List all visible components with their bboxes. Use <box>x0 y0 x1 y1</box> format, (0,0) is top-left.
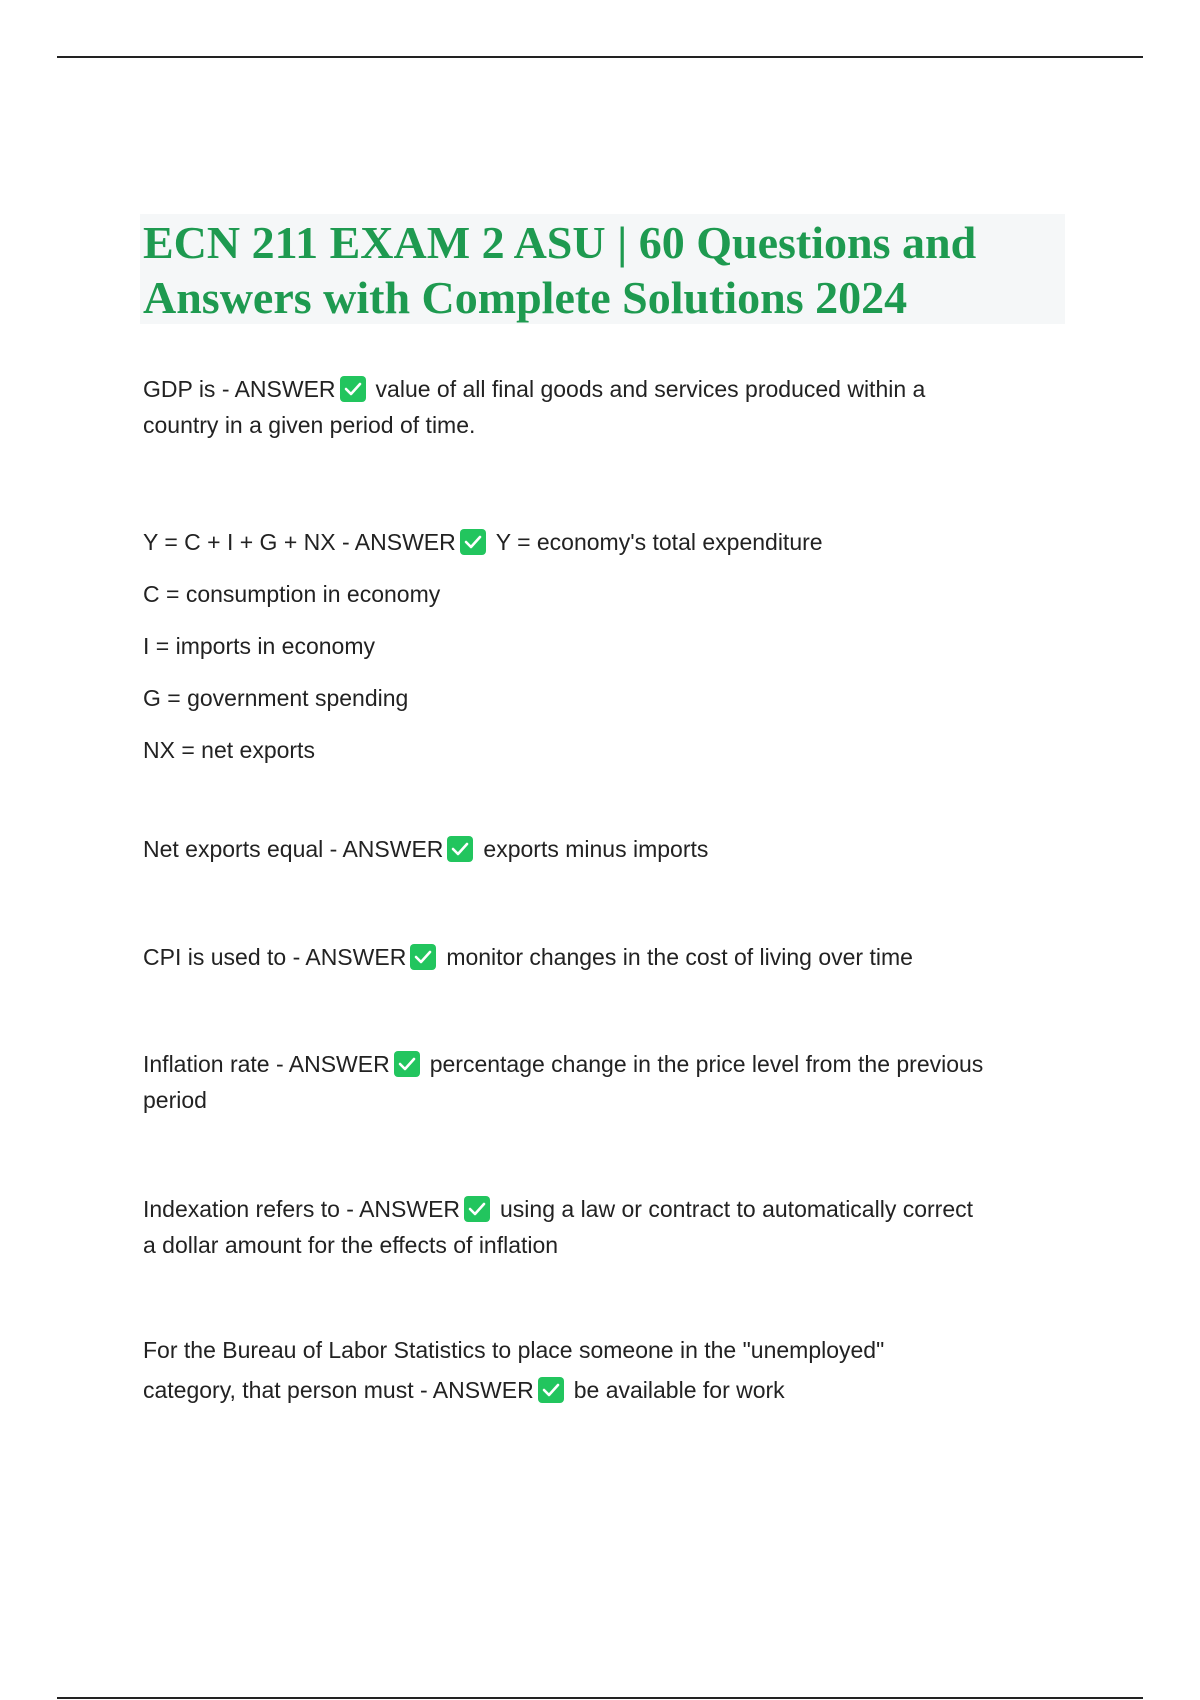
check-box-icon <box>538 1377 564 1403</box>
check-box-icon <box>447 836 473 862</box>
question-text: Net exports equal - ANSWER <box>143 836 444 862</box>
answer-continuation: NX = net exports <box>143 737 315 763</box>
question-text: GDP is - ANSWER <box>143 376 336 402</box>
bottom-rule <box>57 1697 1143 1699</box>
qa-item-net-exports <box>143 831 1073 867</box>
check-box-icon <box>410 944 436 970</box>
question-text: Y = C + I + G + NX - ANSWER <box>143 529 456 555</box>
qa-item-indexation <box>143 1191 1073 1263</box>
answer-continuation: a dollar amount for the effects of inflation <box>143 1232 559 1258</box>
check-box-icon <box>464 1196 490 1222</box>
question-text: Indexation refers to - ANSWER <box>143 1196 461 1222</box>
check-box-icon <box>460 529 486 555</box>
question-text: CPI is used to - ANSWER <box>143 944 407 970</box>
answer-continuation: country in a given period of time. <box>143 412 476 438</box>
qa-item-gdp <box>143 371 1073 443</box>
check-box-icon <box>394 1051 420 1077</box>
answer-text: be available for work <box>573 1377 785 1403</box>
question-text: For the Bureau of Labor Statistics to place someone in the "unemployed" <box>143 1337 885 1363</box>
title-line-1: ECN 211 EXAM 2 ASU | 60 Questions and <box>143 217 977 268</box>
answer-text: exports minus imports <box>483 836 709 862</box>
qa-item-expenditure <box>143 516 1073 776</box>
check-box-icon <box>340 376 366 402</box>
top-rule <box>57 56 1143 58</box>
answer-continuation: G = government spending <box>143 685 409 711</box>
answer-text: using a law or contract to automatically correct <box>500 1196 973 1222</box>
document-title <box>143 215 1063 325</box>
question-text: category, that person must - ANSWER <box>143 1377 534 1403</box>
answer-continuation: I = imports in economy <box>143 633 376 659</box>
answer-text: monitor changes in the cost of living over time <box>446 944 913 970</box>
qa-item-unemployed <box>143 1330 1073 1410</box>
title-line-2: Answers with Complete Solutions 2024 <box>143 272 908 323</box>
answer-continuation: period <box>143 1087 207 1113</box>
answer-text: Y = economy's total expenditure <box>495 529 823 555</box>
qa-item-cpi <box>143 939 1073 975</box>
question-text: Inflation rate - ANSWER <box>143 1051 390 1077</box>
answer-continuation: C = consumption in economy <box>143 581 441 607</box>
qa-item-inflation-rate <box>143 1046 1073 1118</box>
answer-text: value of all final goods and services produced within a <box>375 376 926 402</box>
answer-text: percentage change in the price level from the previous <box>429 1051 984 1077</box>
